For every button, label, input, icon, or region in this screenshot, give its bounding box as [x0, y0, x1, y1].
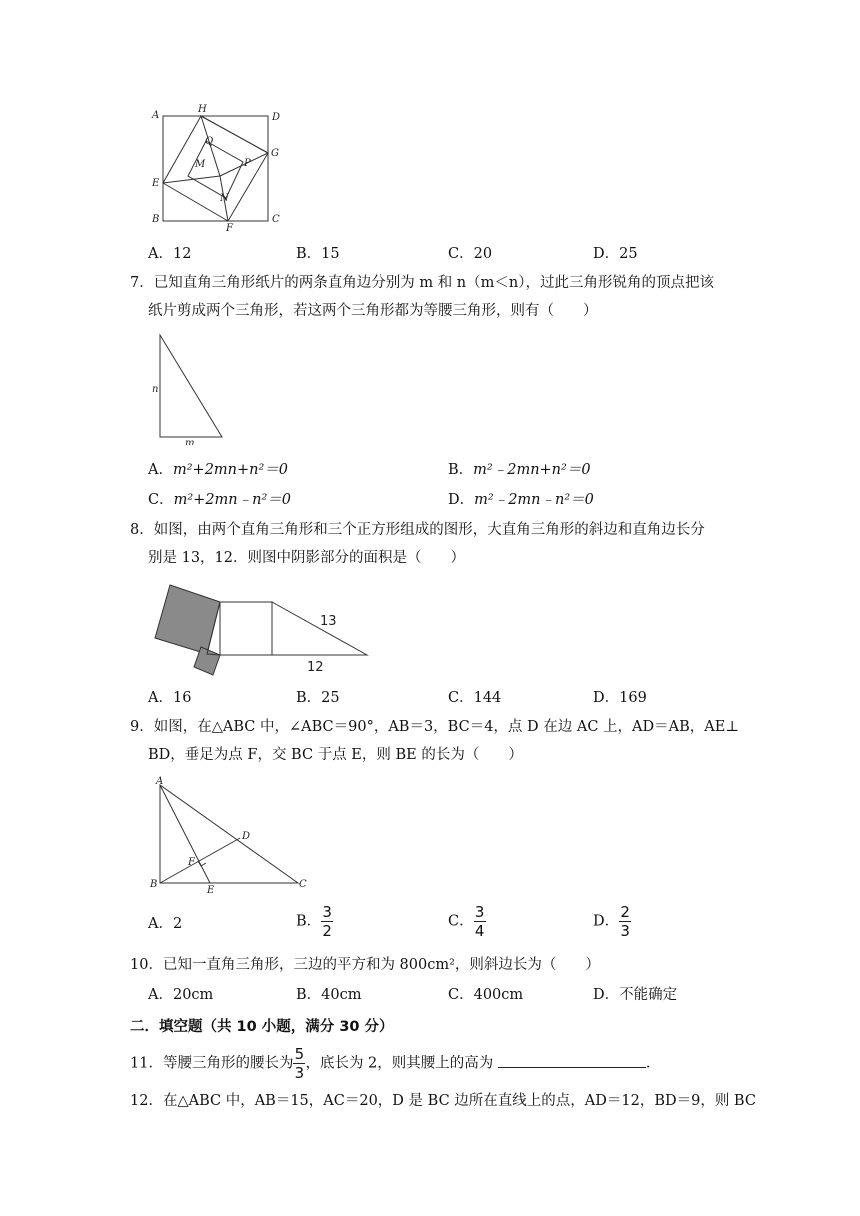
q9-figure — [148, 775, 313, 893]
q6-option-b: B．15 — [296, 246, 340, 262]
label-G: G — [271, 148, 279, 159]
label-12: 12 — [307, 660, 324, 675]
label-C: C — [299, 879, 307, 890]
q8-figure — [150, 580, 372, 680]
label-13: 13 — [320, 614, 337, 629]
q6-option-d: D．25 — [593, 246, 638, 262]
label-n: n — [152, 384, 159, 395]
q6-figure — [148, 104, 288, 234]
q8-option-c: C．144 — [448, 690, 502, 706]
fraction-3-2: $\frac{3}{2}$ — [322, 903, 332, 940]
q9-line2: BD，垂足为点 F，交 BC 于点 E，则 BE 的长为（ ） — [148, 747, 523, 763]
label-D: D — [242, 831, 251, 842]
q7-option-c: C．m²+2mn﹣n²＝0 — [148, 492, 292, 508]
q9-option-a: A．2 — [148, 916, 183, 932]
section-title: 二．填空题（共 10 小题，满分 30 分） — [130, 1019, 394, 1035]
label-P: P — [244, 158, 251, 169]
q6-option-a: A．12 — [148, 246, 192, 262]
label-A: A — [152, 110, 160, 121]
label-Q: Q — [205, 136, 214, 147]
label-N: N — [220, 193, 229, 204]
q8-option-b: B．25 — [296, 690, 340, 706]
q9-line1: 9．如图，在△ABC 中，∠ABC＝90°，AB＝3，BC＝4，点 D 在边 AC 上，AD＝AB，AE⊥ — [130, 719, 739, 735]
label-E: E — [207, 885, 215, 893]
q7-option-b: B．m²﹣2mn+n²＝0 — [448, 462, 591, 478]
q10-option-d: D．不能确定 — [593, 987, 678, 1003]
q7-figure — [148, 330, 233, 445]
label-D: D — [272, 112, 281, 123]
q10-option-a: A．20cm — [148, 987, 214, 1003]
answer-blank[interactable] — [498, 1053, 646, 1068]
q10-option-c: C．400cm — [448, 987, 524, 1003]
q11-line: 11．等腰三角形的腰长为 $\frac{5}{3}$ ，底长为 2，则其腰上的高为 ． — [130, 1045, 661, 1082]
fraction-5-3: $\frac{5}{3}$ — [294, 1045, 305, 1082]
label-E: E — [152, 178, 160, 189]
label-A: A — [156, 776, 164, 787]
fraction-2-3: $\frac{2}{3}$ — [620, 903, 630, 940]
q8-line1: 8．如图，由两个直角三角形和三个正方形组成的图形，大直角三角形的斜边和直角边长分 — [130, 522, 705, 538]
label-H: H — [198, 104, 207, 115]
q7-line1: 7．已知直角三角形纸片的两条直角边分别为 m 和 n（m＜n），过此三角形锐角的顶点把该 — [130, 275, 714, 291]
q8-line2: 别是 13，12．则图中阴影部分的面积是（ ） — [148, 550, 466, 566]
label-B: B — [152, 214, 160, 225]
label-M: M — [195, 159, 206, 170]
q8-option-d: D．169 — [593, 690, 647, 706]
q7-option-a: A．m²+2mn+n²＝0 — [148, 462, 289, 478]
q9-option-c: C． $\frac{3}{4}$ — [448, 903, 485, 940]
label-F: F — [226, 223, 233, 234]
q6-option-c: C．20 — [448, 246, 493, 262]
q9-option-d: D． $\frac{2}{3}$ — [593, 903, 630, 940]
label-B: B — [150, 879, 158, 890]
q7-option-d: D．m²﹣2mn﹣n²＝0 — [448, 492, 594, 508]
q10-line1: 10．已知一直角三角形，三边的平方和为 800cm²，则斜边长为（ ） — [130, 957, 600, 973]
q8-option-a: A．16 — [148, 690, 192, 706]
label-C: C — [272, 214, 280, 225]
q10-option-b: B．40cm — [296, 987, 362, 1003]
fraction-3-4: $\frac{3}{4}$ — [474, 903, 485, 940]
q12-line1: 12．在△ABC 中，AB＝15，AC＝20，D 是 BC 边所在直线上的点，AD＝12，BD＝9，则 BC — [130, 1093, 756, 1109]
label-F: F — [188, 857, 195, 868]
label-m: m — [185, 438, 195, 445]
q9-option-b: B． $\frac{3}{2}$ — [296, 903, 332, 940]
q7-line2: 纸片剪成两个三角形，若这两个三角形都为等腰三角形，则有（ ） — [148, 303, 598, 319]
